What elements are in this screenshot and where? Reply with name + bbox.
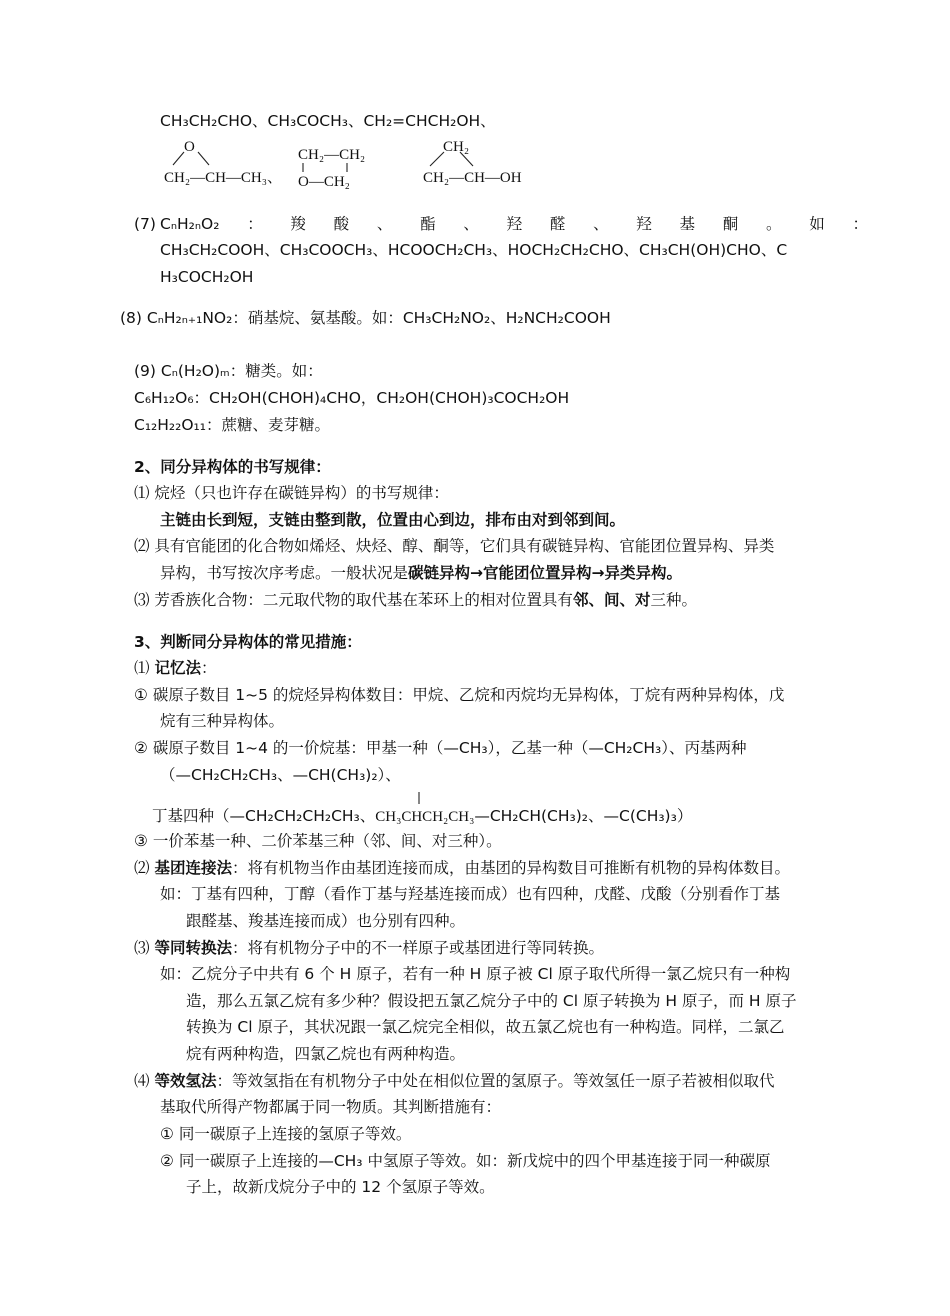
section-2-p2-a: ⑵ 具有官能团的化合物如烯烃、炔烃、醇、酮等，它们具有碳链异构、官能团位置异构、异类 <box>134 537 775 555</box>
method-3: ⑶ 等同转换法：将有机物分子中的不一样原子或基团进行等同转换。 <box>134 939 604 957</box>
method-4-rule-2-b: 子上，故新戊烷分子中的 12 个氢原子等效。 <box>186 1178 495 1196</box>
section-2-heading: 2、同分异构体的书写规律： <box>134 458 331 476</box>
item-7-number: (7) <box>134 215 156 233</box>
token: 、 <box>376 215 393 233</box>
method-1-c1-a: ① 碳原子数目 1~5 的烷烃异构体数目：甲烷、乙烷和丙烷均无异构体，丁烷有两种异构体，戊 <box>134 686 785 704</box>
section-2-p1-rule: 主链由长到短，支链由整到散，位置由心到边，排布由对到邻到间。 <box>160 511 626 529</box>
token: ： <box>247 215 263 233</box>
token: 酸 <box>333 215 350 233</box>
token: 羟 <box>636 215 652 233</box>
section-3-heading: 3、判断同分异构体的常见措施： <box>134 633 362 651</box>
token: 。 <box>766 215 782 233</box>
structure-1-bottom: CH₂—CH—CH₃、 <box>164 170 282 186</box>
item-7-line-2: CH₃CH₂COOH、CH₃COOCH₃、HCOOCH₂CH₃、HOCH₂CH₂CHO、CH₃CH(OH)CHO、C <box>160 241 788 259</box>
token: ： <box>852 215 868 233</box>
token: 酯 <box>420 215 436 233</box>
token: 羧 <box>290 215 306 233</box>
token: 、 <box>593 215 609 233</box>
item-7-line-1 <box>160 213 868 235</box>
method-2-example-a: 如：丁基有四种，丁醇（看作丁基与羟基连接而成）也有四种，戊醛、戊酸（分别看作丁基 <box>160 885 781 903</box>
item-9-line-3: C₁₂H₂₂O₁₁：蔗糖、麦芽糖。 <box>134 416 330 434</box>
item-9-line-2: C₆H₁₂O₆：CH₂OH(CHOH)₄CHO，CH₂OH(CHOH)₃COCH₂OH <box>134 389 570 407</box>
section-2-p3: ⑶ 芳香族化合物：二元取代物的取代基在苯环上的相对位置具有邻、间、对三种。 <box>134 591 697 609</box>
method-4-rule-1: ① 同一碳原子上连接的氢原子等效。 <box>160 1125 412 1143</box>
token: 羟 <box>506 215 523 233</box>
method-1-title: ⑴ 记忆法： <box>134 659 217 677</box>
token: 如 <box>809 215 825 233</box>
section-2-p2-b: 异构，书写按次序考虑。一般状况是碳链异构→官能团位置异构→异类异构。 <box>160 564 682 582</box>
token: 醛 <box>549 215 566 233</box>
token: 基 <box>679 215 696 233</box>
section-2-p1: ⑴ 烷烃（只也许存在碳链异构）的书写规律： <box>134 484 449 502</box>
method-1-c2-a: ② 碳原子数目 1~4 的一价烷基：甲基一种（—CH₃），乙基一种（—CH₂CH₃）、丙基两种 <box>134 739 747 757</box>
method-1-c1-b: 烷有三种异构体。 <box>160 712 285 730</box>
structure-2-top: CH₂—CH₂ <box>298 147 366 163</box>
item-8: (8) CₙH₂ₙ₊₁NO₂：硝基烷、氨基酸。如：CH₃CH₂NO₂、H₂NCH₂COOH <box>120 309 611 327</box>
method-3-example-b: 造，那么五氯乙烷有多少种？假设把五氯乙烷分子中的 Cl 原子转换为 H 原子，而 H 原子 <box>186 992 797 1010</box>
token: 、 <box>463 215 479 233</box>
method-1-c2-c: 丁基四种（—CH₂CH₂CH₂CH₃、CH₃CHCH₂CH₃—CH₂CH(CH₃)₂、—C(CH₃)₃） <box>152 807 693 825</box>
item-7-line-3: H₃COCH₂OH <box>160 268 254 286</box>
token: 酮 <box>722 215 739 233</box>
method-3-example-d: 烷有两种构造，四氯乙烷也有两种构造。 <box>186 1045 466 1063</box>
method-3-example-a: 如：乙烷分子中共有 6 个 H 原子，若有一种 H 原子被 Cl 原子取代所得一氯乙烷只有一种构 <box>160 965 791 983</box>
method-4-rule-2-a: ② 同一碳原子上连接的—CH₃ 中氢原子等效。如：新戊烷中的四个甲基连接于同一种碳原 <box>160 1152 771 1170</box>
method-1-c2-b: （—CH₂CH₂CH₃、—CH(CH₃)₂）、 <box>160 766 401 784</box>
structure-3-top: CH₂ <box>443 139 470 155</box>
method-2: ⑵ 基团连接法：将有机物当作由基团连接而成，由基团的异构数目可推断有机物的异构体数目。 <box>134 859 790 877</box>
method-2-example-b: 跟醛基、羧基连接而成）也分别有四种。 <box>186 912 466 930</box>
formula-line-1: CH₃CH₂CHO、CH₃COCH₃、CH₂=CHCH₂OH、 <box>160 112 496 130</box>
method-1-c3: ③ 一价苯基一种、二价苯基三种（邻、间、对三种）。 <box>134 832 502 850</box>
structure-3-bottom: CH₂—CH—OH <box>423 170 522 186</box>
structure-1-top: O <box>184 139 195 155</box>
method-4: ⑷ 等效氢法：等效氢指在有机物分子中处在相似位置的氢原子。等效氢任一原子若被相似取代 <box>134 1072 775 1090</box>
method-3-example-c: 转换为 Cl 原子，其状况跟一氯乙烷完全相似，故五氯乙烷也有一种构造。同样，二氯乙 <box>186 1018 785 1036</box>
item-9-line-1: (9) Cₙ(H₂O)ₘ：糖类。如： <box>134 362 323 380</box>
structure-2-bottom: O—CH₂ <box>298 174 350 190</box>
method-4-b: 基取代所得产物都属于同一物质。其判断措施有： <box>160 1098 502 1116</box>
token: CₙH₂ₙO₂ <box>160 215 220 233</box>
